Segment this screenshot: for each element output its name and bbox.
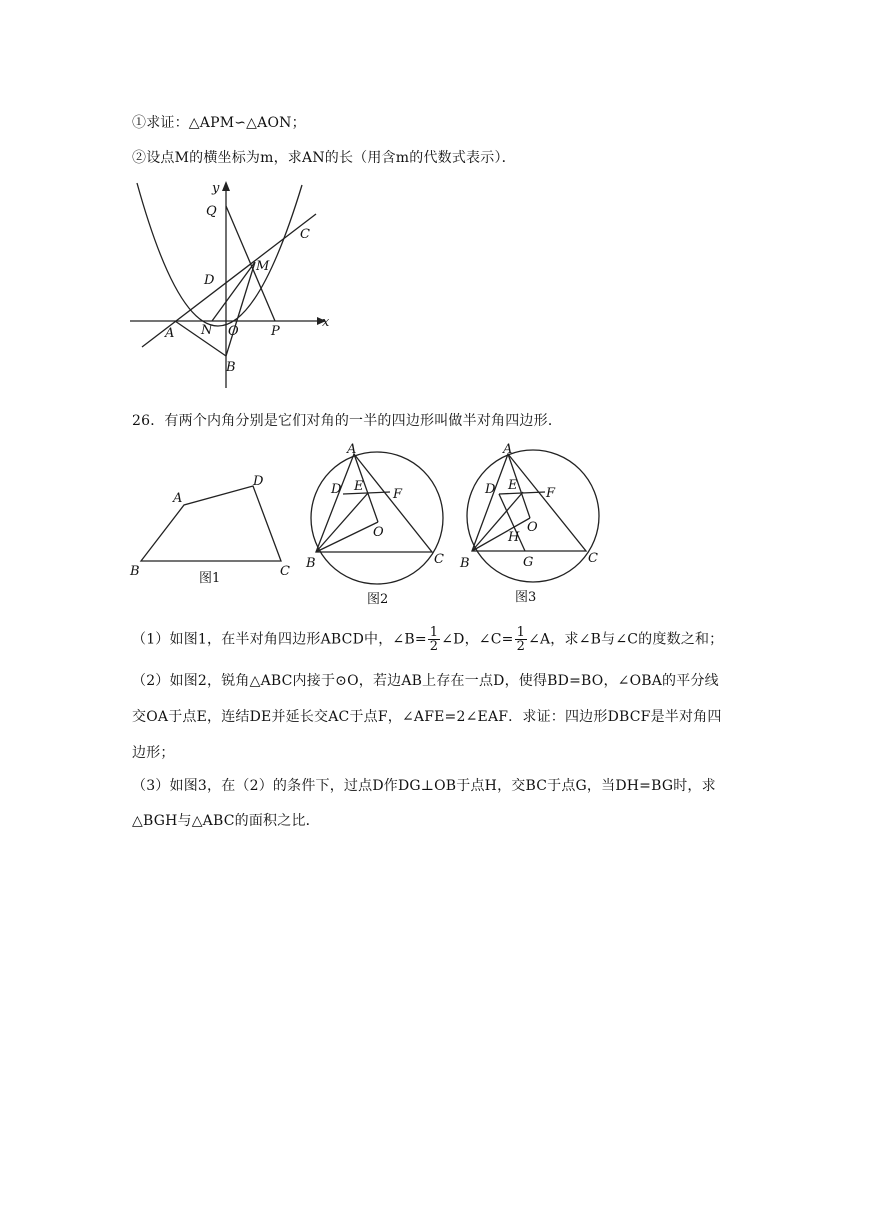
label-D: D: [204, 273, 215, 288]
q26-part-1: [132, 626, 723, 653]
fig2-caption: 图2: [367, 592, 389, 607]
fraction-half-2: $\frac{1}{2}$: [516, 625, 526, 654]
q25-item-1: ①求证：△APM∽△AON；: [132, 115, 306, 131]
fig3-label-A: A: [503, 442, 513, 457]
figure-1: [128, 465, 298, 595]
q26-part-2-line-2: 交OA于点E，连结DE并延长交AC于点F，∠AFE=2∠EAF．求证：四边形DBCF是半对角四: [132, 709, 722, 725]
fig3-label-E: E: [508, 478, 518, 493]
fig3-label-G: G: [523, 555, 534, 570]
q26-part-2-line-1: （2）如图2，锐角△ABC内接于⊙O，若边AB上存在一点D，使得BD=BO，∠OBA的平分线: [132, 673, 719, 689]
label-C: C: [300, 227, 310, 242]
figure-3: [458, 440, 608, 610]
fig3-label-C: C: [588, 551, 598, 566]
fig3-caption: 图3: [515, 590, 537, 605]
q26-part-3-line-2: △BGH与△ABC的面积之比．: [132, 813, 320, 829]
fig2-label-D: D: [331, 482, 342, 497]
label-Q: Q: [206, 204, 217, 219]
fig1-label-A: A: [173, 491, 183, 506]
fig1-label-D: D: [253, 474, 264, 489]
fig1-label-C: C: [280, 564, 290, 579]
fig3-label-D: D: [485, 482, 496, 497]
label-x: x: [322, 315, 330, 330]
figure-2: [302, 440, 452, 610]
fig3-label-O: O: [527, 520, 538, 535]
label-N: N: [201, 323, 213, 338]
q26-part-2-line-3: 边形；: [132, 745, 175, 761]
fraction-half-1: $\frac{1}{2}$: [429, 625, 439, 654]
label-A: A: [165, 326, 175, 341]
fig2-label-F: F: [393, 487, 403, 502]
fig2-label-O: O: [373, 525, 384, 540]
fig1-caption: 图1: [199, 571, 221, 586]
label-y: y: [212, 181, 220, 196]
q26-part-1-text-a: （1）如图1，在半对角四边形ABCD中，∠B=: [132, 631, 427, 648]
fig3-label-B: B: [460, 556, 470, 571]
fig2-label-E: E: [354, 479, 364, 494]
q26-intro: 26．有两个内角分别是它们对角的一半的四边形叫做半对角四边形．: [132, 413, 563, 429]
fig1-label-B: B: [130, 564, 140, 579]
label-B: B: [226, 360, 236, 375]
q26-part-3-line-1: （3）如图3，在（2）的条件下，过点D作DG⊥OB于点H，交BC于点G，当DH=BG时，求: [132, 778, 716, 794]
q26-part-1-text-c: ∠A，求∠B与∠C的度数之和；: [528, 631, 724, 648]
fig2-label-B: B: [306, 556, 316, 571]
fig3-label-F: F: [546, 486, 556, 501]
parabola-graph: [128, 178, 338, 393]
label-M: M: [256, 259, 270, 274]
fig2-label-A: A: [347, 442, 357, 457]
label-P: P: [271, 324, 280, 339]
q25-item-2: ②设点M的横坐标为m，求AN的长（用含m的代数式表示）．: [132, 150, 516, 166]
fig3-label-H: H: [508, 530, 520, 545]
q26-part-1-text-b: ∠D，∠C=: [441, 631, 514, 648]
label-O: O: [228, 324, 239, 339]
fig2-label-C: C: [434, 552, 444, 567]
